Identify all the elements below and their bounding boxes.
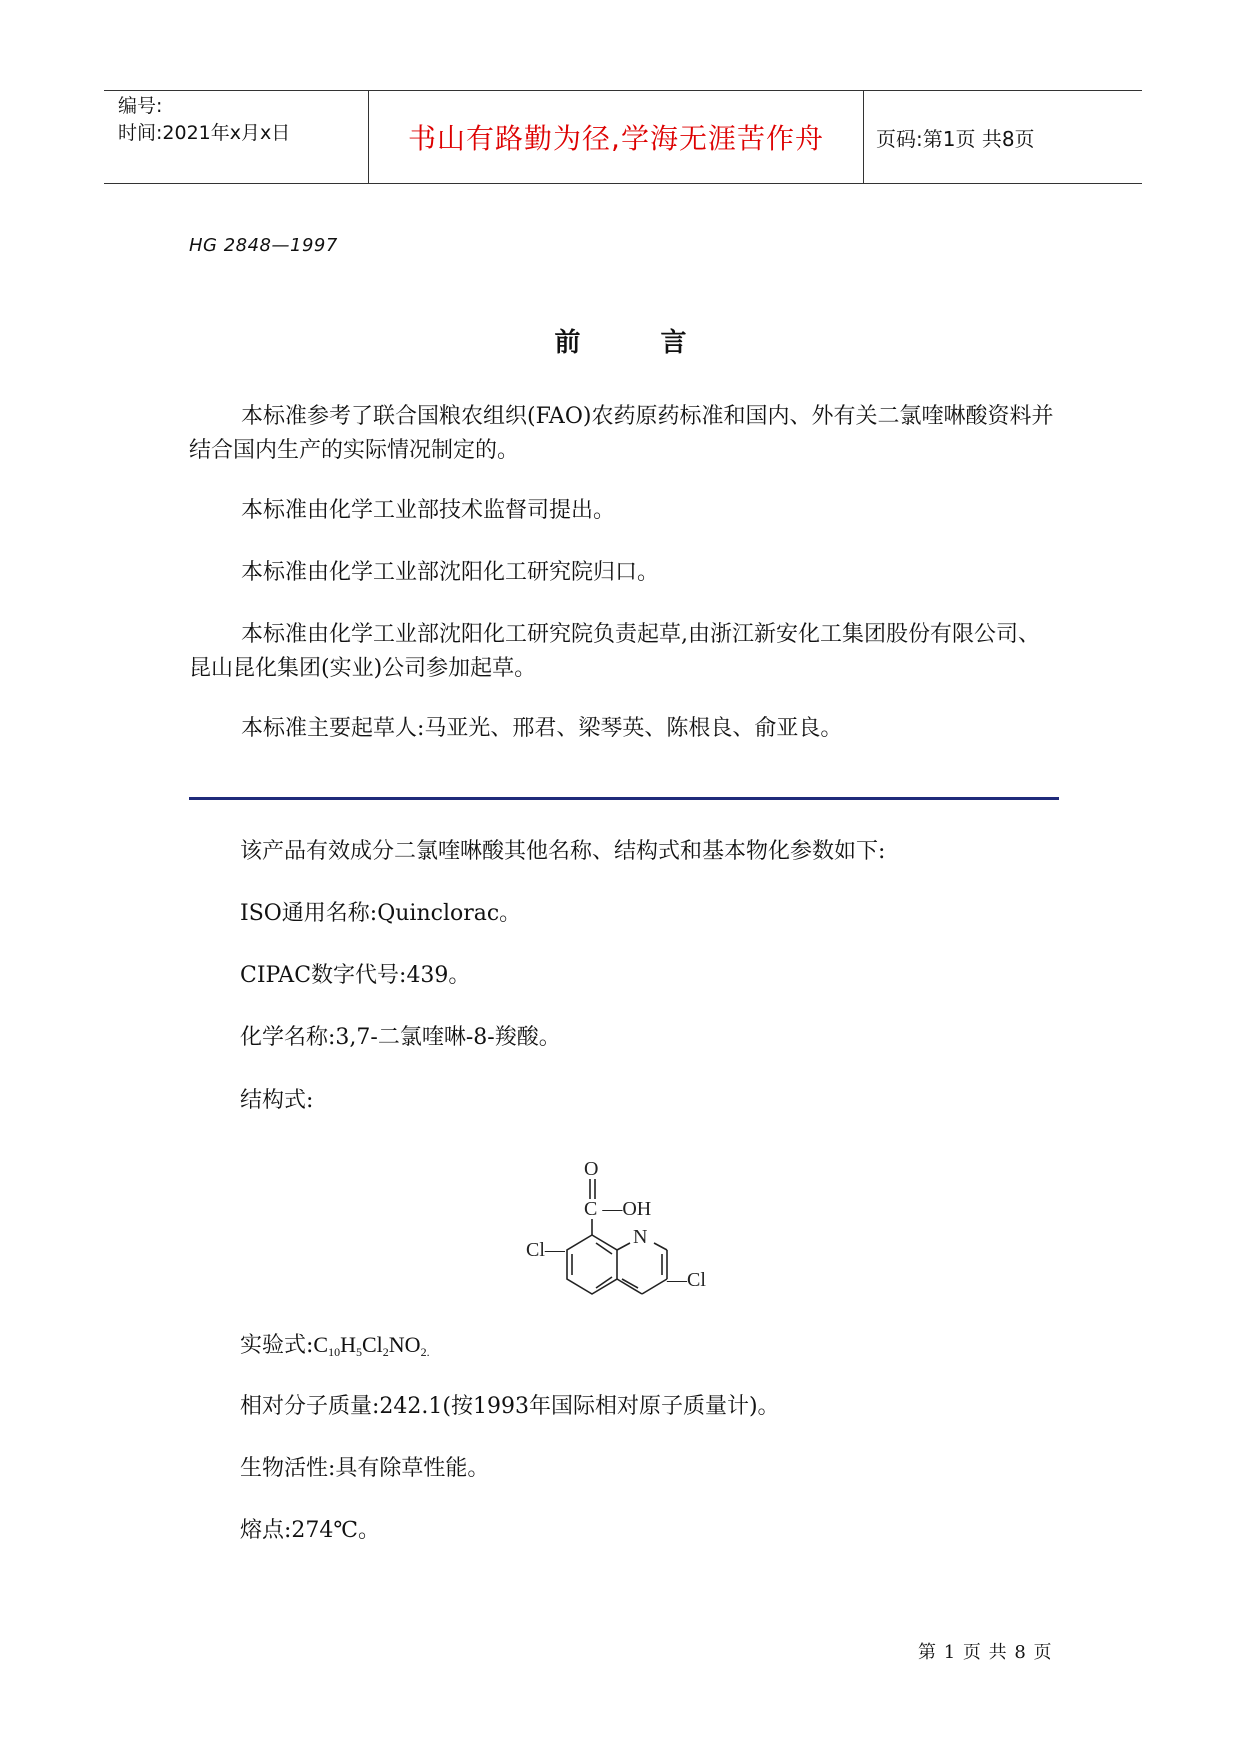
preface-paragraph-3: 本标准由化学工业部沈阳化工研究院归口。	[241, 560, 660, 585]
intro-text: 该产品有效成分二氯喹啉酸其他名称、结构式和基本物化参数如下:	[240, 839, 886, 864]
structural-formula	[520, 1155, 740, 1305]
cipac-code: CIPAC数字代号:439。	[240, 963, 471, 988]
preface-paragraph-4: 本标准由化学工业部沈阳化工研究院负责起草,由浙江新安化工集团股份有限公司、昆山昆化集团(实业)公司参加起草。	[189, 622, 1040, 681]
formula-value: $C_{10}H_5Cl_2NO_{2.}$	[313, 1332, 430, 1359]
header-page-info: 页码:第1页 共8页	[876, 126, 1035, 151]
time-label: 时间:2021年x月x日	[118, 122, 291, 144]
empirical-formula: 实验式$:C_{10}H_5Cl_2NO_{2.}$	[240, 1332, 430, 1359]
number-label: 编号:	[118, 95, 163, 117]
structure-label: 结构式:	[240, 1088, 314, 1113]
page-title: 前言	[554, 328, 767, 358]
molecular-mass: 相对分子质量:242.1(按1993年国际相对原子质量计)。	[240, 1394, 780, 1419]
header-left-cell	[104, 91, 368, 183]
chlorine-right: —Cl	[667, 1269, 706, 1291]
header-table	[104, 90, 1142, 184]
chemical-name: 化学名称:3,7-二氯喹啉-8-羧酸。	[240, 1025, 561, 1050]
doc-code: HG 2848—1997	[189, 235, 338, 256]
oxygen-atom: O	[584, 1158, 599, 1180]
preface-paragraph-1: 本标准参考了联合国粮农组织(FAO)农药原药标准和国内、外有关二氯喹啉酸资料并结合国内生产的实际情况制定的。	[189, 404, 1054, 463]
preface-paragraph-5: 本标准主要起草人:马亚光、邢君、梁琴英、陈根良、俞亚良。	[241, 716, 843, 741]
nitrogen-atom: N	[633, 1226, 648, 1248]
biological-activity: 生物活性:具有除草性能。	[240, 1456, 490, 1481]
iso-name: ISO通用名称:Quinclorac。	[240, 901, 522, 926]
page-footer: 第 1 页 共 8 页	[918, 1642, 1053, 1663]
preface-paragraph-2: 本标准由化学工业部技术监督司提出。	[241, 498, 616, 523]
section-divider	[189, 797, 1059, 800]
motto: 书山有路勤为径,学海无涯苦作舟	[368, 91, 864, 183]
chlorine-left: Cl—	[526, 1239, 565, 1261]
melting-point: 熔点:274℃。	[240, 1518, 381, 1543]
carboxyl-group: C —OH	[584, 1198, 652, 1220]
